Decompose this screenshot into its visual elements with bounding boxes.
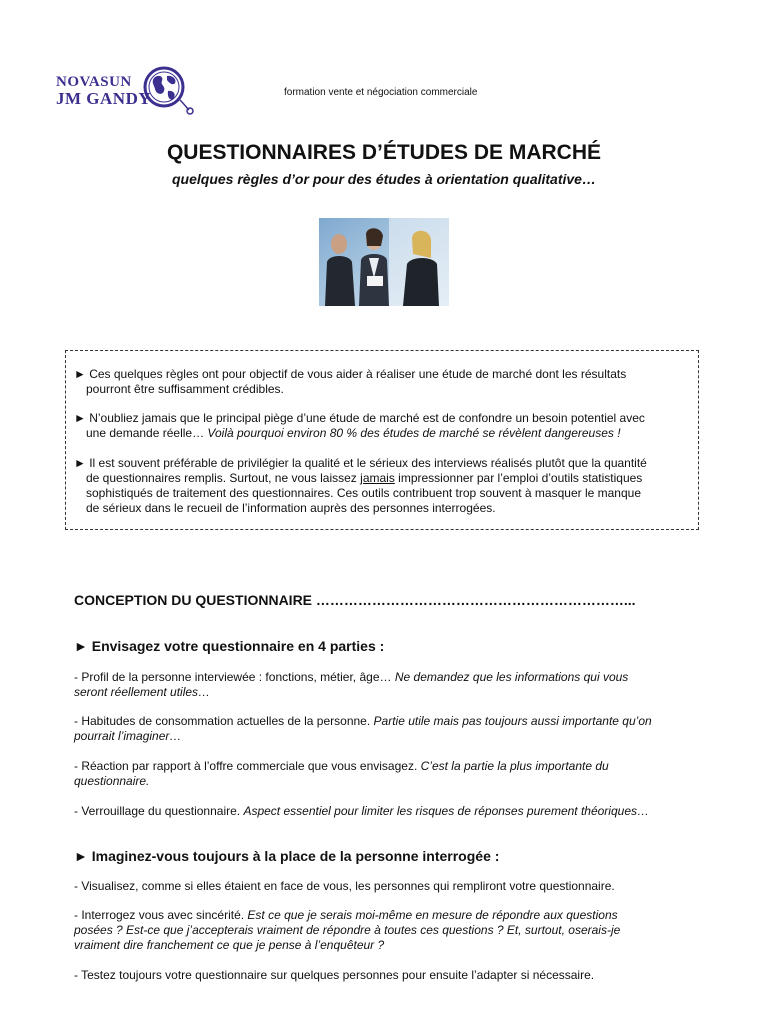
paragraph-interrogez [74, 908, 694, 953]
intro-bullet-1-line2: pourront être suffisamment crédibles. [86, 382, 284, 396]
paragraph-reaction [74, 759, 694, 789]
intro-bullet-1-line1: ► Ces quelques règles ont pour objectif de vous aider à réaliser une étude de marché dont les résultats [74, 367, 627, 381]
intro-bullet-2-line2 [74, 426, 694, 441]
paragraph-reaction-text: - Réaction par rapport à l’offre commerciale que vous envisagez. [74, 759, 421, 773]
paragraph-habitudes [74, 714, 694, 744]
paragraph-interrogez-emphasis-c: vraiment dire franchement ce que je pense à l’enquêteur ? [74, 938, 385, 952]
section-title: CONCEPTION DU QUESTIONNAIRE …………………………………………………………... [74, 592, 636, 608]
paragraph-interrogez-emphasis-a: Est ce que je serais moi-même en mesure de répondre aux questions [247, 908, 618, 922]
logo-line1: NOVASUN [56, 74, 132, 90]
company-logo [56, 64, 196, 118]
paragraph-visualisez: - Visualisez, comme si elles étaient en face de vous, les personnes qui rempliront votre questionnaire. [74, 879, 615, 893]
intro-bullet-3-underlined: jamais [360, 471, 395, 485]
intro-bullet-3-line3: sophistiqués de traitement des questionnaires. Ces outils contribuent trop souvent à masquer le manque [86, 486, 641, 500]
header-tagline: formation vente et négociation commerciale [284, 87, 478, 98]
page-subtitle: quelques règles d’or pour des études à orientation qualitative… [172, 171, 596, 187]
intro-bullet-2-text: une demande réelle… [86, 426, 208, 440]
paragraph-profil [74, 670, 694, 700]
paragraph-interrogez-emphasis-b: posées ? Est-ce que j’accepterais vraiment de répondre à toutes ces questions ? Et, surtout, oserais-je [74, 923, 621, 937]
paragraph-reaction-emphasis-b: questionnaire. [74, 774, 150, 788]
paragraph-reaction-emphasis-a: C’est la partie la plus importante du [420, 759, 609, 773]
globe-logo-icon [140, 64, 196, 116]
paragraph-interrogez-text: - Interrogez vous avec sincérité. [74, 908, 248, 922]
intro-bullet-3-line4: de sérieux dans le recueil de l’information auprès des personnes interrogées. [86, 501, 496, 515]
paragraph-habitudes-text: - Habitudes de consommation actuelles de la personne. [74, 714, 374, 728]
intro-bullet-3-text-a: de questionnaires remplis. Surtout, ne vous laissez [86, 471, 361, 485]
intro-bullet-1 [74, 367, 694, 397]
intro-bullet-2-emphasis: Voilà pourquoi environ 80 % des études de marché se révèlent dangereuses ! [207, 426, 621, 440]
intro-bullet-3 [74, 456, 694, 516]
logo-line2: JM GANDY [56, 89, 152, 108]
business-people-photo [319, 218, 449, 306]
paragraph-verrouillage [74, 804, 694, 819]
paragraph-profil-emphasis-a: Ne demandez que les informations qui vous [394, 670, 629, 684]
subheading-4-parts: ► Envisagez votre questionnaire en 4 parties : [74, 638, 385, 654]
page-title: QUESTIONNAIRES D’ÉTUDES DE MARCHÉ [166, 141, 602, 164]
paragraph-profil-emphasis-b: seront réellement utiles… [74, 685, 211, 699]
paragraph-testez: - Testez toujours votre questionnaire sur quelques personnes pour ensuite l’adapter si nécessaire. [74, 968, 595, 982]
subheading-imaginez: ► Imaginez-vous toujours à la place de la personne interrogée : [74, 848, 500, 864]
intro-bullet-3-text-b: impressionner par l’emploi d’outils statistiques [394, 471, 643, 485]
intro-bullet-3-line2 [74, 471, 694, 486]
paragraph-habitudes-emphasis-a: Partie utile mais pas toujours aussi importante qu’on [373, 714, 652, 728]
intro-bullet-3-line1: ► Il est souvent préférable de privilégier la qualité et le sérieux des interviews réalisés plutôt que la quantité [74, 456, 647, 470]
intro-bullet-2 [74, 411, 694, 441]
intro-bullet-2-line1: ► N’oubliez jamais que le principal piège d’une étude de marché est de confondre un besoin potentiel avec [74, 411, 645, 425]
paragraph-verrouillage-emphasis: Aspect essentiel pour limiter les risques de réponses purement théoriques… [243, 804, 649, 818]
paragraph-verrouillage-text: - Verrouillage du questionnaire. [74, 804, 244, 818]
paragraph-habitudes-emphasis-b: pourrait l’imaginer… [74, 729, 182, 743]
paragraph-profil-text: - Profil de la personne interviewée : fonctions, métier, âge… [74, 670, 395, 684]
